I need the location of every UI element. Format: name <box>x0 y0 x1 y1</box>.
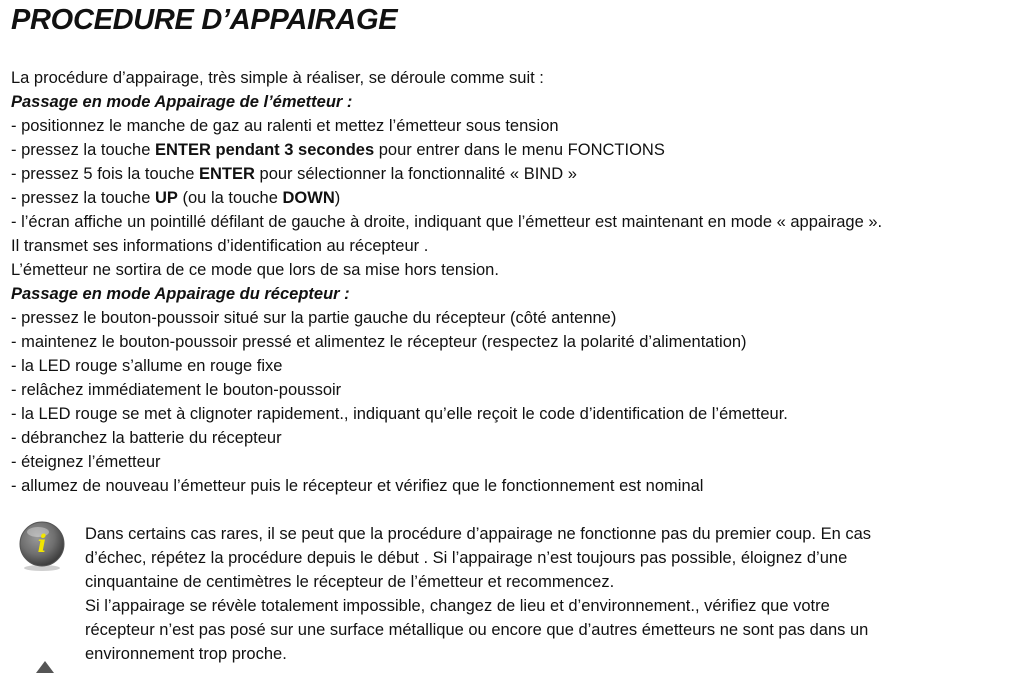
receiver-step: - la LED rouge s’allume en rouge fixe <box>11 357 283 375</box>
info-note-line: cinquantaine de centimètres le récepteur de l’émetteur et recommencez. <box>85 573 615 591</box>
info-icon-glyph: i <box>37 529 47 558</box>
info-note-line: Dans certains cas rares, il se peut que la procédure d’appairage ne fonctionne pas du premier coup. En cas <box>85 525 872 543</box>
receiver-step: - relâchez immédiatement le bouton-poussoir <box>11 381 342 399</box>
emitter-section-heading: Passage en mode Appairage de l’émetteur : <box>11 93 353 111</box>
emitter-step-5: - l’écran affiche un pointillé défilant de gauche à droite, indiquant que l’émetteur est maintenant en mode « appairage ». <box>11 213 883 231</box>
receiver-step: - allumez de nouveau l’émetteur puis le récepteur et vérifiez que le fonctionnement est nominal <box>11 477 704 495</box>
receiver-step: - débranchez la batterie du récepteur <box>11 429 282 447</box>
emitter-step-3: - pressez 5 fois la touche ENTER pour sélectionner la fonctionnalité « BIND » <box>11 165 577 183</box>
receiver-step: - pressez le bouton-poussoir situé sur la partie gauche du récepteur (côté antenne) <box>11 309 617 327</box>
warning-icon <box>36 661 54 673</box>
emitter-note-1: Il transmet ses informations d’identification au récepteur . <box>11 237 429 255</box>
receiver-step: - maintenez le bouton-poussoir pressé et alimentez le récepteur (respectez la polarité d’alimentation) <box>11 333 747 351</box>
info-note-line: environnement trop proche. <box>85 645 287 663</box>
receiver-step: - éteignez l’émetteur <box>11 453 161 471</box>
info-note <box>85 522 1005 666</box>
info-note-line: récepteur n’est pas posé sur une surface métallique ou encore que d’autres émetteurs ne sont pas dans un <box>85 621 869 639</box>
page-title: PROCEDURE D’APPAIRAGE <box>11 4 398 36</box>
procedure-body <box>11 66 1006 498</box>
emitter-step-1: - positionnez le manche de gaz au ralenti et mettez l’émetteur sous tension <box>11 117 559 135</box>
info-note-line: d’échec, répétez la procédure depuis le début . Si l’appairage n’est toujours pas possible, éloignez d’une <box>85 549 848 567</box>
emitter-step-2: - pressez la touche ENTER pendant 3 secondes pour entrer dans le menu FONCTIONS <box>11 141 665 159</box>
receiver-section-heading: Passage en mode Appairage du récepteur : <box>11 285 350 303</box>
emitter-step-4: - pressez la touche UP (ou la touche DOWN) <box>11 189 341 207</box>
info-icon <box>18 520 66 572</box>
emitter-note-2: L’émetteur ne sortira de ce mode que lors de sa mise hors tension. <box>11 261 499 279</box>
receiver-step: - la LED rouge se met à clignoter rapidement., indiquant qu’elle reçoit le code d’identification de l’émetteur. <box>11 405 788 423</box>
intro-text: La procédure d’appairage, très simple à réaliser, se déroule comme suit : <box>11 69 544 87</box>
info-note-line: Si l’appairage se révèle totalement impossible, changez de lieu et d’environnement., vérifiez que votre <box>85 597 830 615</box>
